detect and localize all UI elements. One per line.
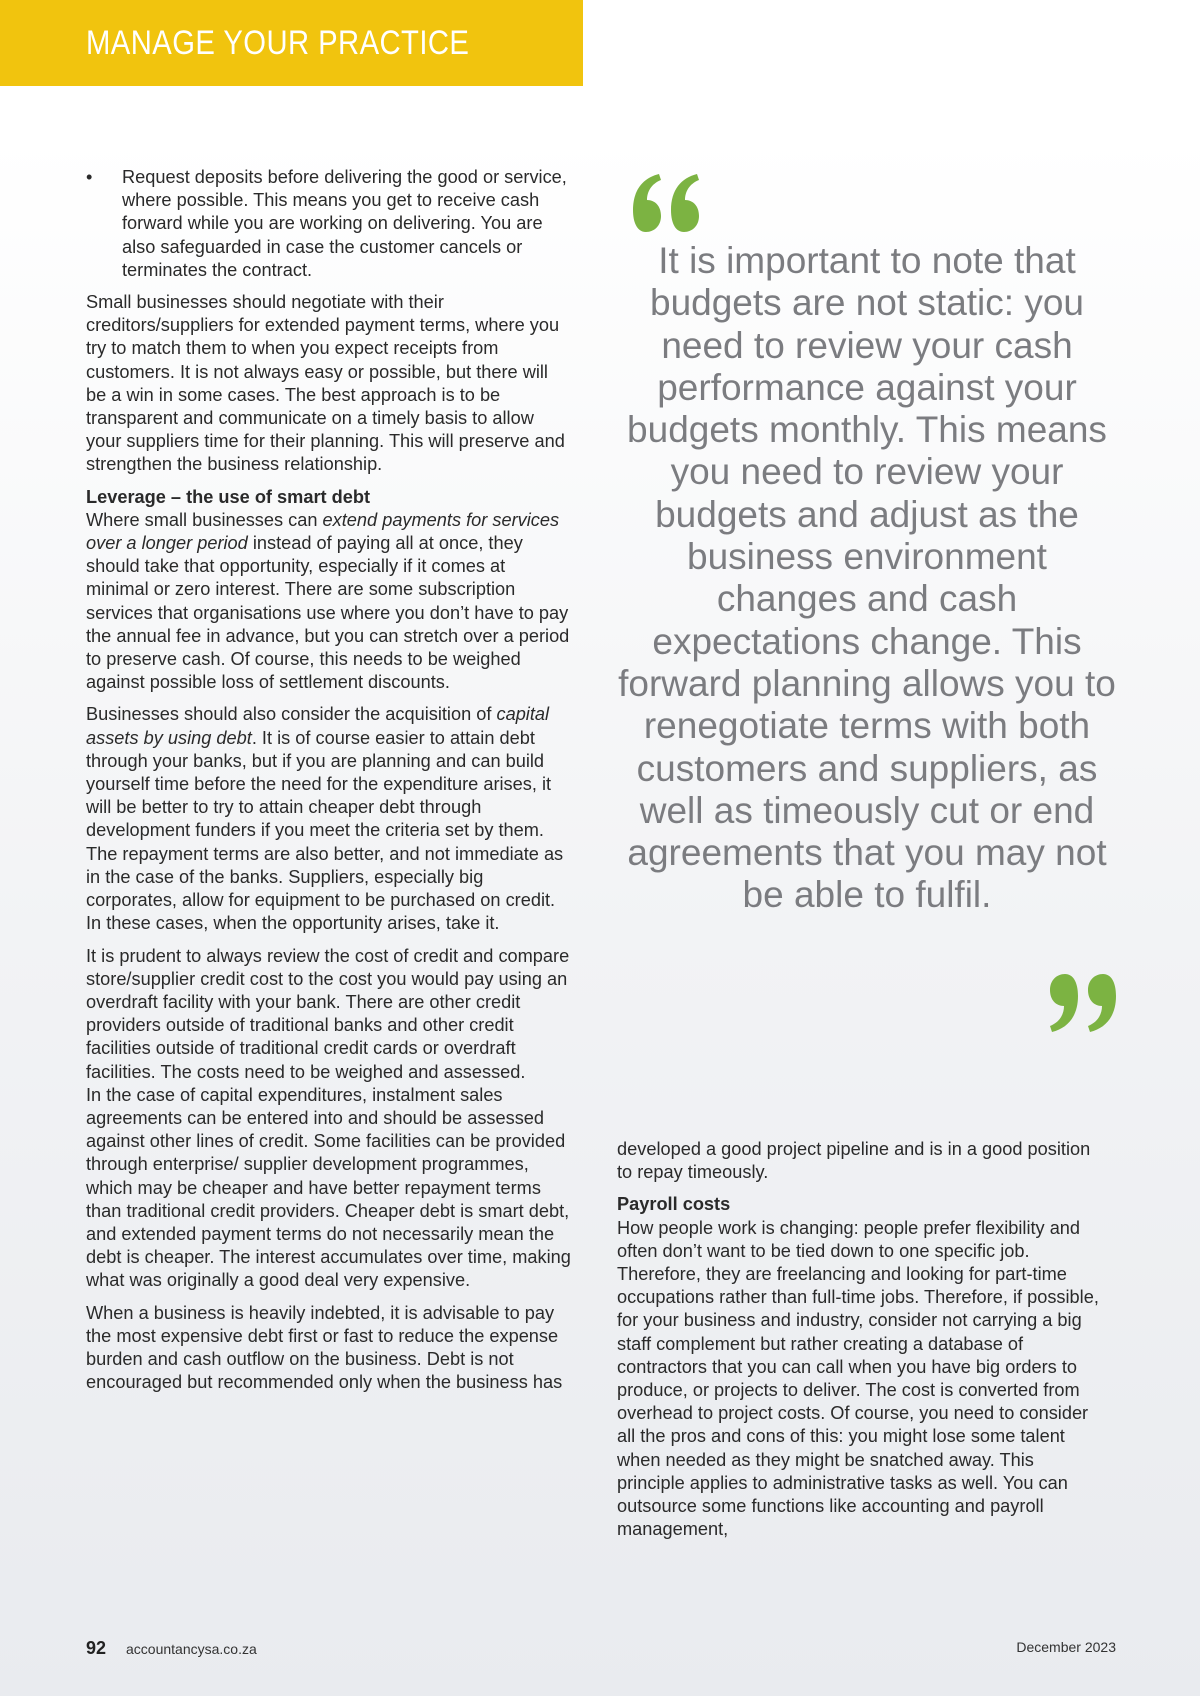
left-column	[86, 166, 572, 1394]
page-number: 92	[86, 1638, 107, 1658]
subhead-payroll: Payroll costs	[617, 1194, 731, 1215]
p3-start: Businesses should also consider the acquisition of	[86, 704, 497, 725]
paragraph-indebted: When a business is heavily indebted, it is advisable to pay the most expensive debt first or fast to reduce the expense burden and cash outflow on the business. Debt is not encouraged but recommended only when the business has	[86, 1302, 563, 1393]
paragraph-payroll: How people work is changing: people prefer flexibility and often don’t want to be tied down to one specific job. Therefore, they are freelancing and looking for part-time occupations rather than full-time jobs. Therefore, if possible, for your business and industry, consider not carrying a big staff complement but rather creating a database of contractors that you can call when you have big orders to produce, or projects to deliver. The cost is converted from overhead to project costs. Of course, you need to consider all the pros and cons of this: you might lose some talent when needed as they might be snatched away. This principle applies to administrative tasks as well. You can outsource some functions like accounting and payroll management,	[617, 1217, 1099, 1540]
paragraph-negotiate: Small businesses should negotiate with their creditors/suppliers for extended payment terms, where you try to match them to when you expect receipts from customers. It is not always easy or possible, but there will be a win in some cases. The best approach is to be transparent and communicate on a timely basis to allow your suppliers time for their planning. This will preserve and strengthen the business relationship.	[86, 292, 565, 475]
section-title: MANAGE YOUR PRACTICE	[86, 24, 470, 62]
footer-date: December 2023	[1016, 1639, 1116, 1655]
p2-start: Where small businesses can	[86, 509, 323, 530]
p3-end: . It is of course easier to attain debt through your banks, but if you are planning and can build yourself time before the need for the expenditure arises, it will be better to try to attain cheaper debt through development funders if you meet the criteria set by them. The repayment terms are also better, and not immediate as in the case of the banks. Suppliers, especially big corporates, allow for equipment to be purchased on credit. In these cases, when the opportunity arises, take it.	[86, 727, 564, 934]
paragraph-capital-assets	[86, 703, 572, 935]
pull-quote	[617, 170, 1117, 1040]
bullet-text: Request deposits before delivering the good or service, where possible. This means you get to receive cash forward while you are working on delivering. You are also safeguarded in case the customer cancels or terminates the contract.	[122, 167, 567, 280]
footer-site: accountancysa.co.za	[126, 1641, 257, 1657]
close-quote-icon	[1042, 970, 1122, 1036]
paragraph-pipeline: developed a good project pipeline and is in a good position to repay timeously.	[617, 1139, 1091, 1183]
paragraph-extend-payments	[86, 509, 572, 695]
open-quote-icon	[627, 170, 707, 236]
header-band	[0, 0, 583, 86]
subhead-leverage: Leverage – the use of smart debt	[86, 486, 371, 507]
right-column	[617, 1138, 1103, 1541]
bullet-item	[86, 166, 572, 282]
pull-quote-text: It is important to note that budgets are not static: you need to review your cash performance against your budgets monthly. This means you need to review your budgets and adjust as the business environment changes and cash expectations change. This forward planning allows you to renegotiate terms with both customers and suppliers, as well as timeously cut or end agreements that you may not be able to fulfil.	[618, 240, 1116, 916]
paragraph-cost-of-credit: It is prudent to always review the cost of credit and compare store/supplier credit cost to the cost you would pay using an overdraft facility with your bank. There are other credit providers outside of traditional banks and other credit facilities outside of traditional credit cards or overdraft facilities. The costs need to be weighed and assessed.	[86, 945, 570, 1082]
paragraph-capital-expenditures: In the case of capital expenditures, instalment sales agreements can be entered into and should be assessed against other lines of credit. Some facilities can be provided through enterprise/ supplier development programmes, which may be cheaper and have better repayment terms than traditional credit providers. Cheaper debt is smart debt, and extended payment terms do not necessarily mean the debt is cheaper. The interest accumulates over time, making what was originally a good deal very expensive.	[86, 1084, 571, 1291]
p2-end: instead of paying all at once, they should take that opportunity, especially if it comes at minimal or zero interest. There are some subscription services that organisations use where you don’t have to pay the annual fee in advance, but you can stretch over a period to preserve cash. Of course, this needs to be weighed against possible loss of settlement discounts.	[86, 533, 570, 693]
p2-italic: extend payments for services over a longer period	[86, 509, 560, 554]
p3-italic: capital assets by using debt	[86, 704, 550, 748]
bullet-dot-icon: •	[86, 167, 93, 187]
